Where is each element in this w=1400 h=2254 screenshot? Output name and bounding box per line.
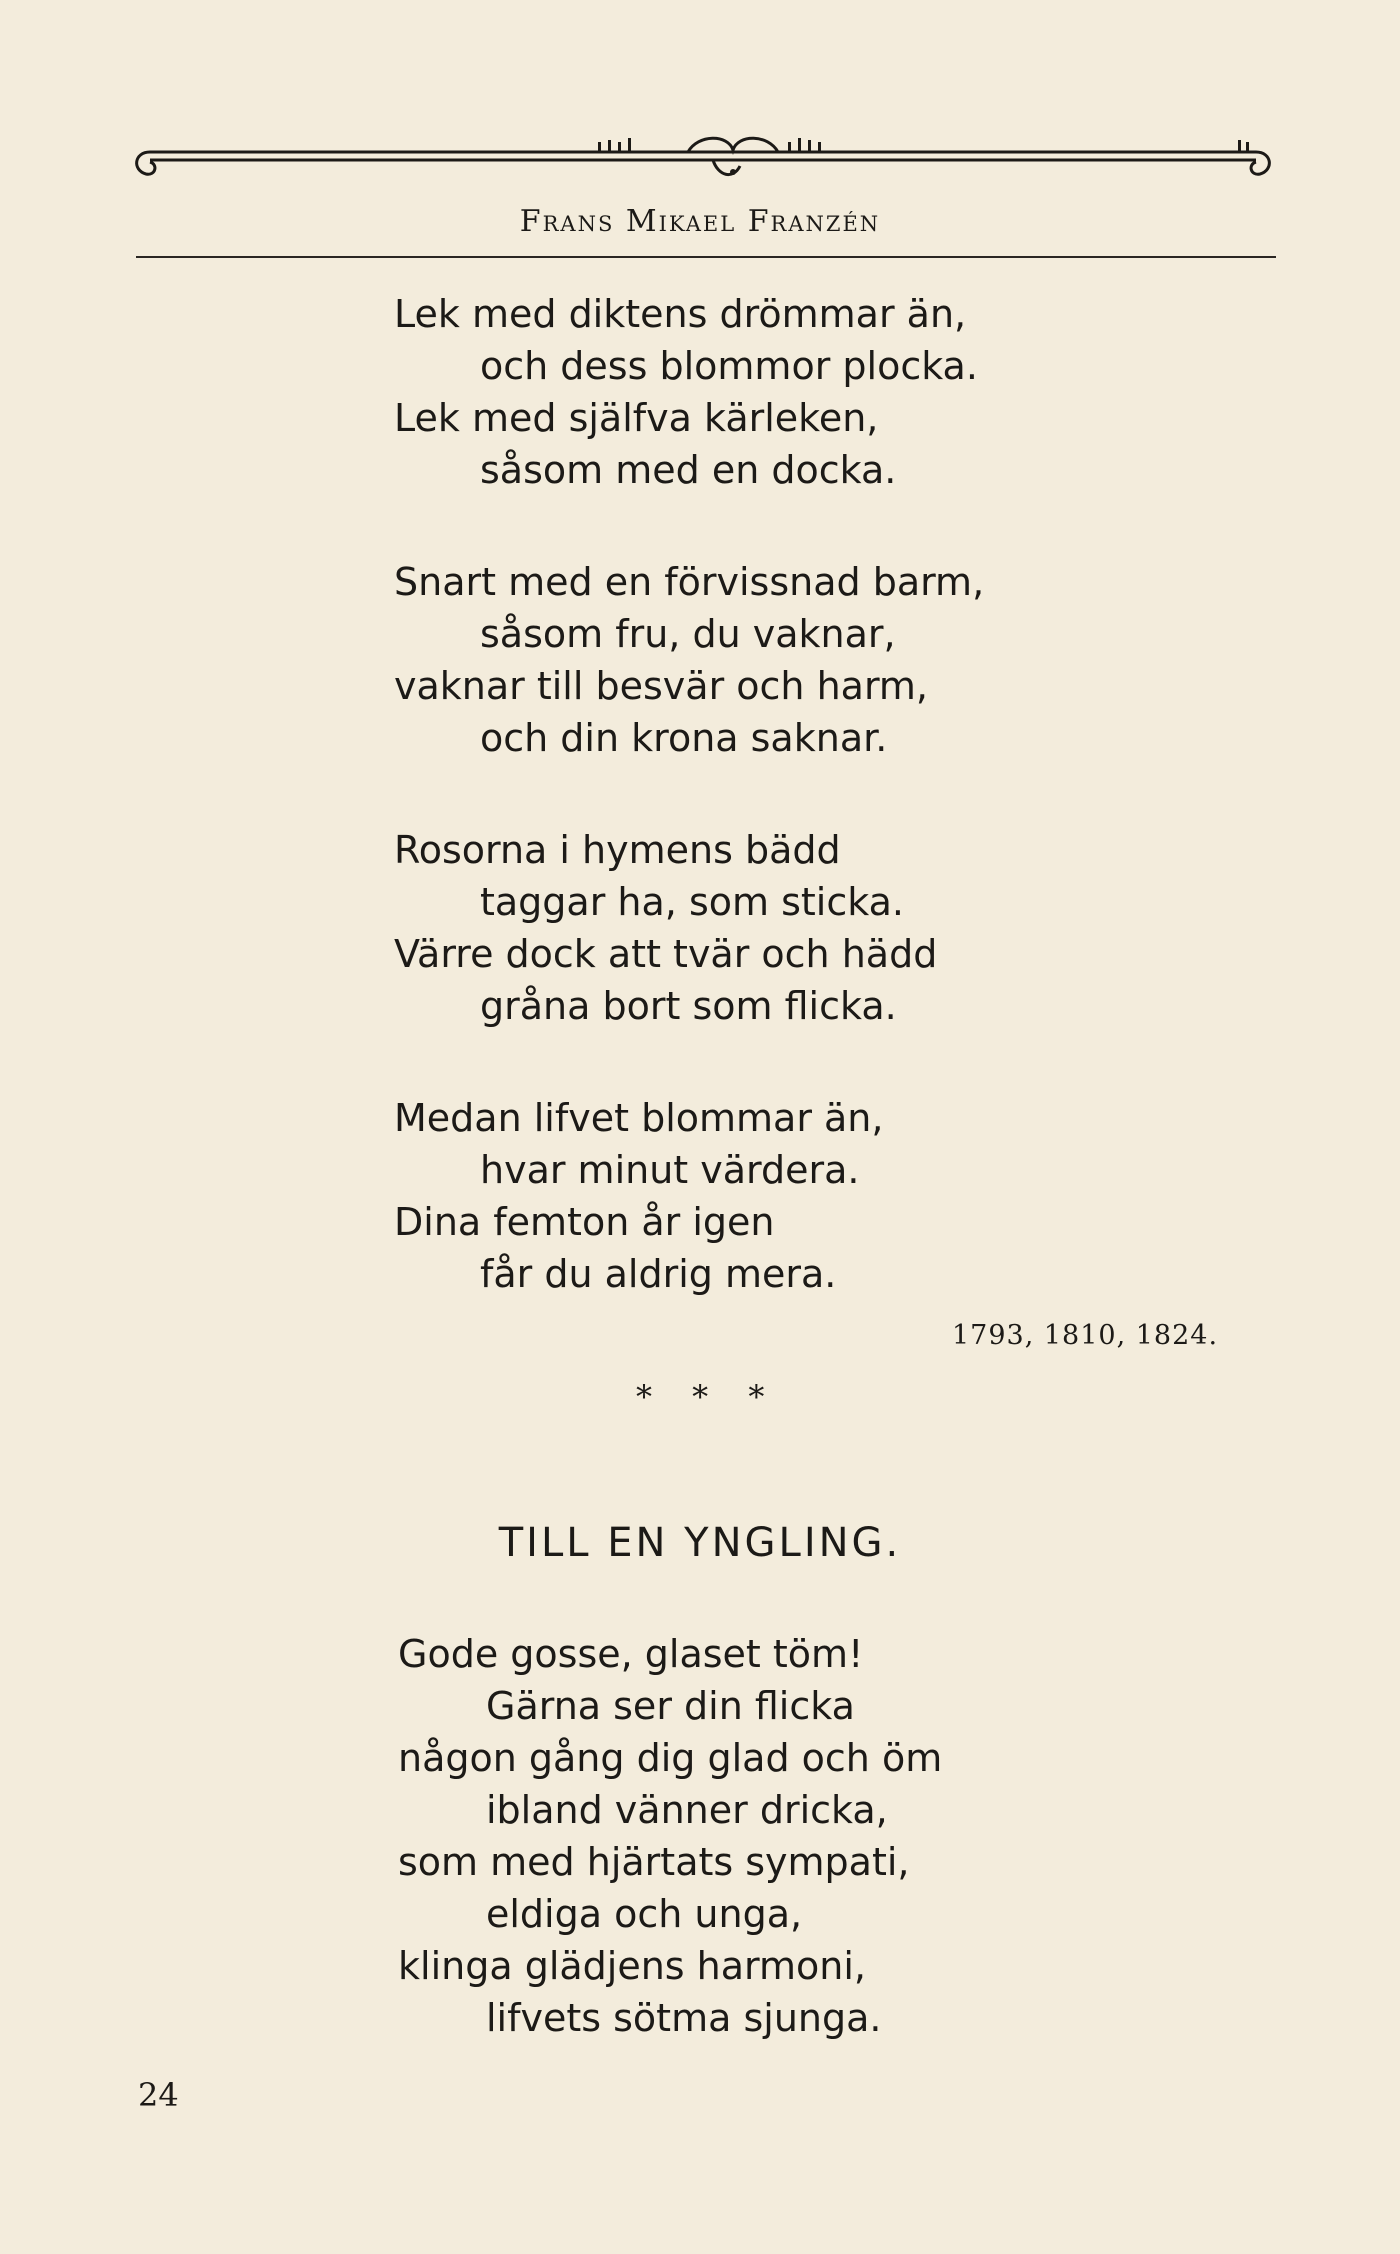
verse-line: Snart med en förvissnad barm, xyxy=(394,560,985,604)
verse-line: såsom fru, du vaknar, xyxy=(480,612,896,656)
verse-line: Medan lifvet blommar än, xyxy=(394,1096,884,1140)
verse-line: lifvets sötma sjunga. xyxy=(486,1996,882,2040)
verse-line: någon gång dig glad och öm xyxy=(398,1736,943,1780)
verse-line: Gärna ser din flicka xyxy=(486,1684,855,1728)
stanza xyxy=(394,824,984,1032)
verse-line: och din krona saknar. xyxy=(480,716,888,760)
poem-dates: 1793, 1810, 1824. xyxy=(952,1320,1219,1351)
verse-line: ibland vänner dricka, xyxy=(486,1788,888,1832)
poem-body xyxy=(394,288,984,1360)
verse-line: taggar ha, som sticka. xyxy=(480,880,904,924)
verse-line: vaknar till besvär och harm, xyxy=(394,664,929,708)
poem2-body xyxy=(398,1628,942,2044)
verse-line: eldiga och unga, xyxy=(486,1892,803,1936)
verse-line: får du aldrig mera. xyxy=(480,1252,837,1296)
verse-line: hvar minut värdera. xyxy=(480,1148,860,1192)
header-rule xyxy=(136,256,1276,258)
verse-line: klinga glädjens harmoni, xyxy=(398,1944,866,1988)
verse-line: och dess blommor plocka. xyxy=(480,344,978,388)
running-head: Frans Mikael Franzén xyxy=(519,204,881,239)
verse-line: Värre dock att tvär och hädd xyxy=(394,932,938,976)
verse-line: Rosorna i hymens bädd xyxy=(394,828,841,872)
verse-line: Dina femton år igen xyxy=(394,1200,775,1244)
stanza xyxy=(394,288,984,496)
verse-line: gråna bort som flicka. xyxy=(480,984,897,1028)
verse-line: Lek med själfva kärleken, xyxy=(394,396,879,440)
poem-title: TILL EN YNGLING. xyxy=(498,1520,902,1566)
stanza xyxy=(394,556,984,764)
verse-line: såsom med en docka. xyxy=(480,448,897,492)
verse-line: Gode gosse, glaset töm! xyxy=(398,1632,864,1676)
verse-line: som med hjärtats sympati, xyxy=(398,1840,910,1884)
header-ornament xyxy=(128,120,1278,200)
stanza xyxy=(394,1092,984,1300)
section-separator: * * * xyxy=(636,1378,765,1416)
page-number: 24 xyxy=(138,2076,179,2114)
verse-line: Lek med diktens drömmar än, xyxy=(394,292,967,336)
